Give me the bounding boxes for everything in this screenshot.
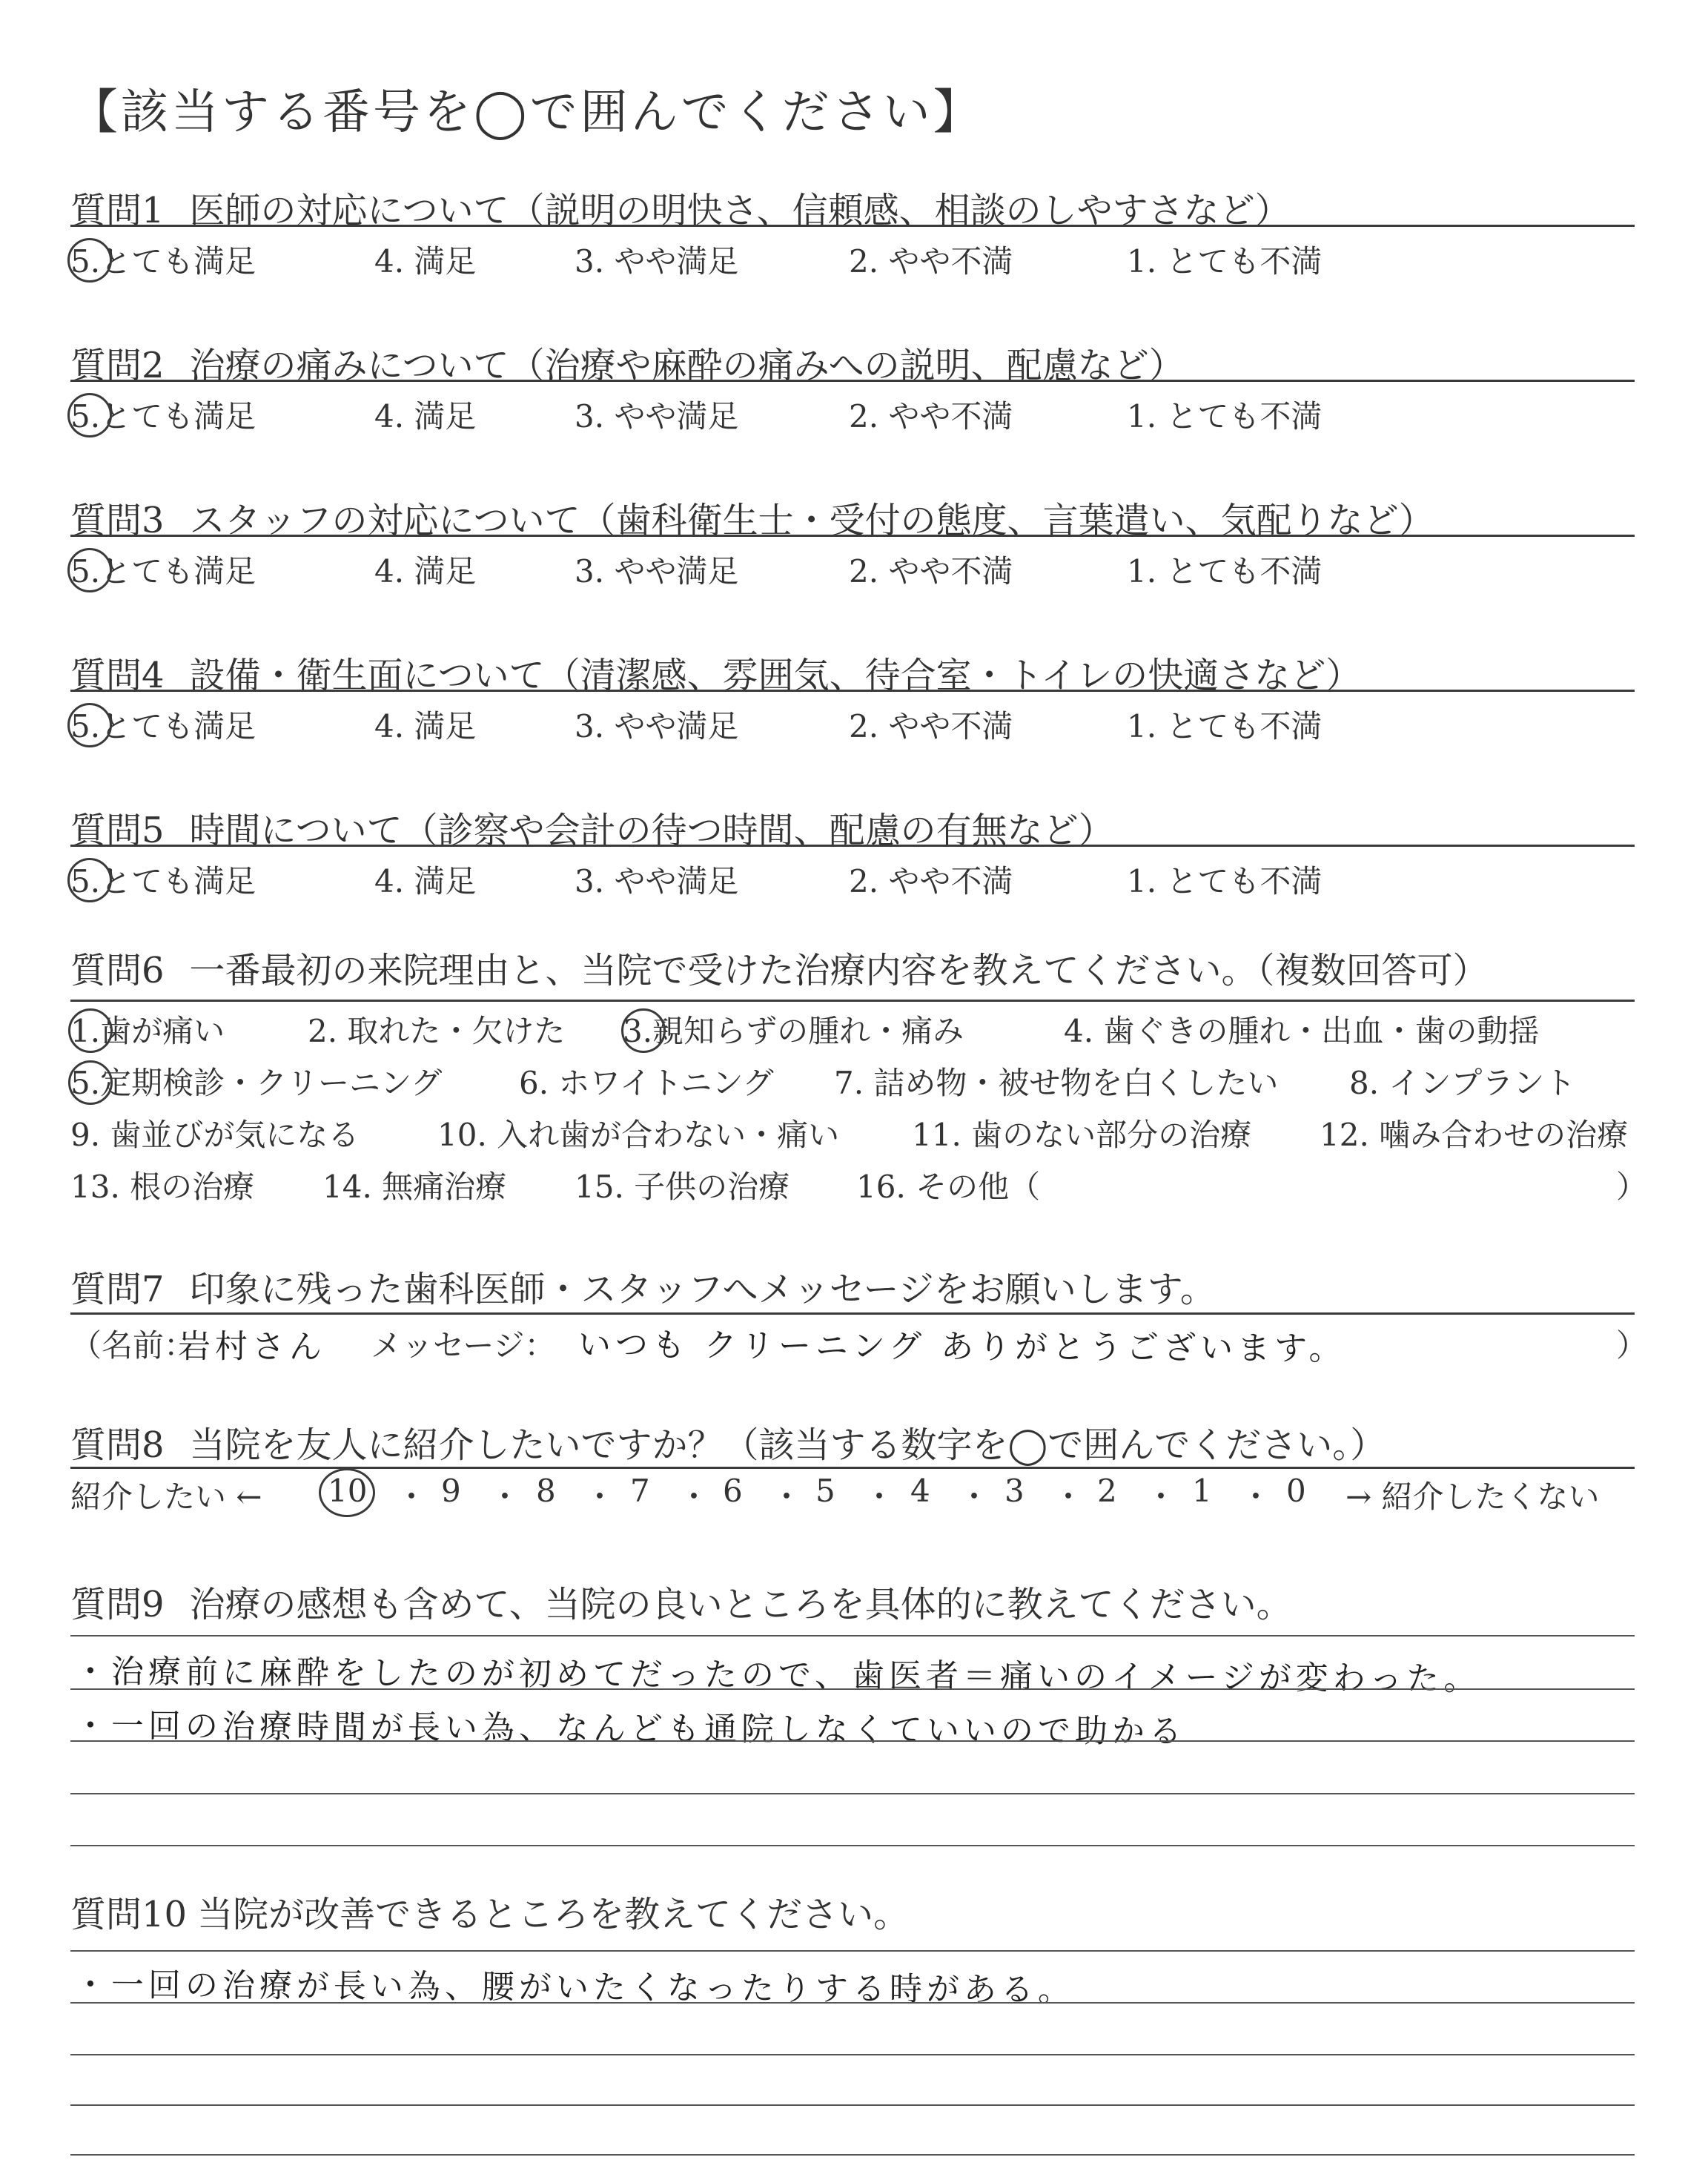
q10-text: 当院が改善できるところを教えてください。 xyxy=(197,1894,910,1935)
q6-option-12[interactable]: 12. 噛み合わせの治療 xyxy=(1320,1117,1629,1153)
q8-selection-circle xyxy=(319,1468,375,1517)
q9-line-4 xyxy=(70,1793,1635,1794)
q9-title xyxy=(70,1576,1292,1627)
q6-text: 一番最初の来院理由と、当院で受けた治療内容を教えてください。（複数回答可） xyxy=(189,950,1489,991)
q6-option-6[interactable]: 6. ホワイトニング xyxy=(519,1065,774,1101)
q2-option-2[interactable]: 2. やや不満 xyxy=(849,398,1013,435)
q1-option-5[interactable]: 5.とても満足 xyxy=(70,243,256,280)
q3-option-3[interactable]: 3. やや満足 xyxy=(575,553,739,589)
q4-number: 質問4 xyxy=(70,655,165,696)
q6-option-3[interactable]: 3.親知らずの腫れ・痛み xyxy=(623,1013,964,1049)
q7-number: 質問7 xyxy=(70,1269,165,1310)
q4-option-5[interactable]: 5.とても満足 xyxy=(70,708,256,744)
q2-number: 質問2 xyxy=(70,345,165,386)
q6-title xyxy=(70,942,1489,993)
q6-option-15[interactable]: 15. 子供の治療 xyxy=(575,1169,790,1205)
q6-number: 質問6 xyxy=(70,950,165,991)
q3-option-5[interactable]: 5.とても満足 xyxy=(70,553,256,589)
q7-rule xyxy=(70,1312,1635,1315)
q10-line-1 xyxy=(70,1950,1635,1952)
q8-scale-separator: ・ xyxy=(489,1479,521,1515)
q6-option-11[interactable]: 11. 歯のない部分の治療 xyxy=(912,1117,1252,1153)
q3-text: スタッフの対応について（歯科衛生士・受付の態度、言葉遣い、気配りなど） xyxy=(189,500,1434,541)
q10-line-3 xyxy=(70,2054,1635,2055)
q3-option-1[interactable]: 1. とても不満 xyxy=(1127,553,1323,589)
q1-number: 質問1 xyxy=(70,190,165,231)
q6-option-5[interactable]: 5.定期検診・クリーニング xyxy=(70,1065,443,1101)
q4-rule xyxy=(70,690,1635,692)
q1-text: 医師の対応について（説明の明快さ、信頼感、相談のしやすさなど） xyxy=(189,190,1291,231)
q1-rule xyxy=(70,225,1635,227)
q2-option-5[interactable]: 5.とても満足 xyxy=(70,398,256,435)
q8-scale-0[interactable]: 0 xyxy=(1286,1473,1306,1509)
q8-scale-separator: ・ xyxy=(396,1479,428,1515)
q8-scale-separator: ・ xyxy=(771,1479,803,1515)
q8-scale-5[interactable]: 5 xyxy=(815,1473,835,1509)
q8-right-label: → 紹介したくない xyxy=(1345,1479,1600,1515)
q7-name-label: （名前： xyxy=(70,1327,196,1364)
q10-line-2 xyxy=(70,2002,1635,2004)
q8-scale-3[interactable]: 3 xyxy=(1004,1473,1025,1509)
q6-option-16-close: ） xyxy=(1616,1169,1648,1205)
q8-scale-separator: ・ xyxy=(584,1479,616,1515)
q5-option-3[interactable]: 3. やや満足 xyxy=(575,863,739,899)
q6-option-4[interactable]: 4. 歯ぐきの腫れ・出血・歯の動揺 xyxy=(1064,1013,1540,1049)
q6-selection-circle-5 xyxy=(68,1060,113,1105)
q8-scale-2[interactable]: 2 xyxy=(1097,1473,1117,1509)
q7-title xyxy=(70,1261,1216,1312)
q6-option-10[interactable]: 10. 入れ歯が合わない・痛い xyxy=(437,1117,840,1153)
q7-close: ） xyxy=(1616,1327,1648,1364)
q7-message-field[interactable]: いつも クリーニング ありがとうございます。 xyxy=(577,1326,1346,1368)
q5-number: 質問5 xyxy=(70,810,165,851)
q8-scale-10[interactable]: 10 xyxy=(328,1473,368,1509)
q2-selection-circle xyxy=(67,393,112,437)
q9-number: 質問9 xyxy=(70,1584,165,1625)
q5-rule xyxy=(70,845,1635,847)
q8-scale-9[interactable]: 9 xyxy=(441,1473,461,1509)
q7-name-field[interactable]: 岩村さん xyxy=(177,1327,327,1367)
q2-rule xyxy=(70,380,1635,382)
q8-text: 当院を友人に紹介したいですか？（該当する数字を◯で囲んでください。） xyxy=(189,1424,1386,1466)
q8-left-label: 紹介したい ← xyxy=(70,1479,262,1515)
q1-option-3[interactable]: 3. やや満足 xyxy=(575,243,739,280)
q3-option-4[interactable]: 4. 満足 xyxy=(374,553,477,589)
q4-option-1[interactable]: 1. とても不満 xyxy=(1127,708,1323,744)
q8-scale-separator: ・ xyxy=(678,1479,710,1515)
q2-option-1[interactable]: 1. とても不満 xyxy=(1127,398,1323,435)
q2-text: 治療の痛みについて（治療や麻酔の痛みへの説明、配慮など） xyxy=(189,345,1185,386)
q10-line-4 xyxy=(70,2104,1635,2106)
q1-option-4[interactable]: 4. 満足 xyxy=(374,243,477,280)
q8-scale-1[interactable]: 1 xyxy=(1192,1473,1212,1509)
q2-option-3[interactable]: 3. やや満足 xyxy=(575,398,739,435)
q8-scale-6[interactable]: 6 xyxy=(723,1473,743,1509)
q6-option-8[interactable]: 8. インプラント xyxy=(1349,1065,1576,1101)
q9-answer-1[interactable]: ・治療前に麻酔をしたのが初めてだったので、歯医者＝痛いのイメージが変わった。 xyxy=(73,1653,1481,1698)
q10-answer-1[interactable]: ・一回の治療が長い為、腰がいたくなったりする時がある。 xyxy=(73,1966,1076,2009)
q6-selection-circle-1 xyxy=(68,1008,113,1053)
q8-scale-4[interactable]: 4 xyxy=(910,1473,930,1509)
q8-scale-separator: ・ xyxy=(864,1479,896,1515)
q3-option-2[interactable]: 2. やや不満 xyxy=(849,553,1013,589)
q1-option-2[interactable]: 2. やや不満 xyxy=(849,243,1013,280)
q10-number: 質問10 xyxy=(70,1894,188,1935)
q6-selection-circle-3 xyxy=(621,1008,666,1053)
q6-option-1[interactable]: 1.歯が痛い xyxy=(70,1013,225,1049)
q8-scale-7[interactable]: 7 xyxy=(630,1473,650,1509)
q6-option-14[interactable]: 14. 無痛治療 xyxy=(322,1169,507,1205)
q9-text: 治療の感想も含めて、当院の良いところを具体的に教えてください。 xyxy=(189,1584,1292,1625)
q9-line-5 xyxy=(70,1845,1635,1846)
q4-option-3[interactable]: 3. やや満足 xyxy=(575,708,739,744)
q9-answer-2[interactable]: ・一回の治療時間が長い為、なんども通院しなくていいので助かる xyxy=(73,1707,1187,1751)
q8-scale-separator: ・ xyxy=(959,1479,990,1515)
q9-line-2 xyxy=(70,1688,1635,1690)
q4-selection-circle xyxy=(67,703,112,747)
q7-text: 印象に残った歯科医師・スタッフへメッセージをお願いします。 xyxy=(189,1269,1216,1310)
q4-option-4[interactable]: 4. 満足 xyxy=(374,708,477,744)
q3-number: 質問3 xyxy=(70,500,165,541)
q6-option-16[interactable]: 16. その他（ xyxy=(856,1169,1041,1205)
q8-scale-separator: ・ xyxy=(1145,1479,1177,1515)
q5-selection-circle xyxy=(67,858,112,902)
q6-option-7[interactable]: 7. 詰め物・被せ物を白くしたい xyxy=(834,1065,1279,1101)
q6-rule xyxy=(70,1000,1635,1002)
q4-option-2[interactable]: 2. やや不満 xyxy=(849,708,1013,744)
q5-option-5[interactable]: 5.とても満足 xyxy=(70,863,256,899)
q8-scale-8[interactable]: 8 xyxy=(536,1473,556,1509)
q3-rule xyxy=(70,535,1635,537)
q8-number: 質問8 xyxy=(70,1424,165,1466)
q3-selection-circle xyxy=(67,548,112,592)
q5-option-2[interactable]: 2. やや不満 xyxy=(849,863,1013,899)
q10-line-5 xyxy=(70,2154,1635,2156)
q6-option-13[interactable]: 13. 根の治療 xyxy=(70,1169,255,1205)
q9-line-3 xyxy=(70,1740,1635,1742)
q10-title xyxy=(70,1886,909,1937)
q6-option-9[interactable]: 9. 歯並びが気になる xyxy=(70,1117,360,1153)
q2-option-4[interactable]: 4. 満足 xyxy=(374,398,477,435)
q5-option-4[interactable]: 4. 満足 xyxy=(374,863,477,899)
q4-text: 設備・衛生面について（清潔感、雰囲気、待合室・トイレの快適さなど） xyxy=(189,655,1362,696)
q9-line-1 xyxy=(70,1635,1635,1636)
q1-selection-circle xyxy=(67,238,112,283)
page-heading: 【該当する番号を◯で囲んでください】 xyxy=(70,85,984,140)
q8-title xyxy=(70,1416,1386,1467)
q7-message-label: メッセージ： xyxy=(371,1327,556,1364)
q8-rule xyxy=(70,1467,1635,1469)
q8-scale-separator: ・ xyxy=(1053,1479,1085,1515)
q1-option-1[interactable]: 1. とても不満 xyxy=(1127,243,1323,280)
q6-option-2[interactable]: 2. 取れた・欠けた xyxy=(308,1013,566,1049)
q8-scale-separator: ・ xyxy=(1240,1479,1272,1515)
q5-text: 時間について（診察や会計の待つ時間、配慮の有無など） xyxy=(189,810,1114,851)
q5-option-1[interactable]: 1. とても不満 xyxy=(1127,863,1323,899)
